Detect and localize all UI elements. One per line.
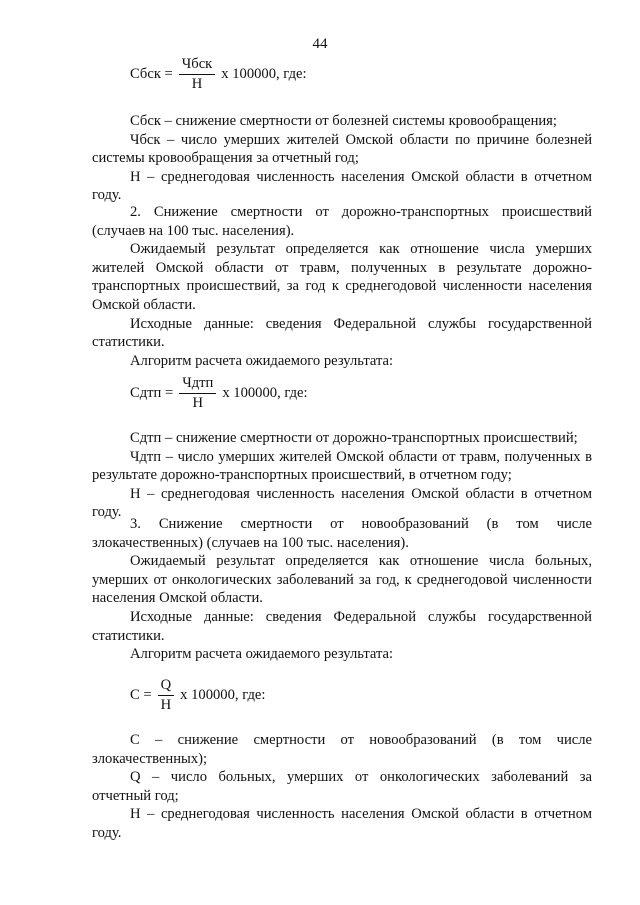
section2-definitions <box>92 429 592 522</box>
definition-paragraph: Q – число больных, умерших от онкологических заболеваний за отчетный год; <box>92 769 592 804</box>
formula-cardiovascular <box>130 56 307 93</box>
section-heading: 2. Снижение смертности от дорожно-транспортных происшествий (случаев на 100 тыс. населения). <box>92 204 592 239</box>
formula-lhs: С = <box>130 687 152 703</box>
definition-paragraph: Н – среднегодовая численность населения Омской области в отчетном году. <box>92 485 592 521</box>
section3-definitions <box>92 731 592 843</box>
formula-fraction <box>179 56 215 93</box>
body-paragraph: Исходные данные: сведения Федеральной службы государственной статистики. <box>92 315 592 351</box>
formula-numerator: Чбск <box>179 56 215 75</box>
definition-paragraph: Н – среднегодовая численность населения Омской области в отчетном году. <box>92 806 592 841</box>
formula-numerator: Q <box>158 677 175 696</box>
formula-fraction <box>158 677 175 714</box>
body-paragraph: Алгоритм расчета ожидаемого результата: <box>130 646 394 663</box>
definition-paragraph: Чдтп – число умерших жителей Омской области от травм, полученных в результате дорожно-транспортных происшествий, в отчетном году; <box>92 448 592 484</box>
definition-paragraph: С – снижение смертности от новообразований (в том числе злокачественных); <box>92 732 592 767</box>
body-paragraph: Алгоритм расчета ожидаемого результата: <box>130 352 394 369</box>
formula-rhs: х 100000, где: <box>222 385 308 401</box>
body-paragraph: Ожидаемый результат определяется как отношение числа умерших жителей Омской области от травм, полученных в результате дорожно-транспортных происшествий, за год к среднегодовой численности населения Омской области. <box>92 241 592 313</box>
definition-paragraph: Сбск – снижение смертности от болезней системы кровообращения; <box>130 113 557 129</box>
formula-rhs: х 100000, где: <box>180 687 266 703</box>
formula-rhs: х 100000, где: <box>221 66 307 82</box>
section3-text <box>92 515 592 664</box>
section2-text <box>92 203 592 370</box>
section-heading: 3. Снижение смертности от новообразований (в том числе злокачественных) (случаев на 100 тыс. населения). <box>92 516 592 551</box>
body-paragraph: Исходные данные: сведения Федеральной службы государственной статистики. <box>92 608 592 644</box>
formula-lhs: Сбск = <box>130 66 173 82</box>
formula-numerator: Чдтп <box>179 375 216 394</box>
formula-lhs: Сдтп = <box>130 385 174 401</box>
page-number: 44 <box>312 36 328 52</box>
definition-paragraph: Чбск – число умерших жителей Омской области по причине болезней системы кровообращения за отчетный год; <box>92 131 592 167</box>
formula-neoplasms <box>130 677 265 714</box>
body-paragraph: Ожидаемый результат определяется как отношение числа больных, умерших от онкологических заболеваний за год, к среднегодовой численности населения Омской области. <box>92 553 592 607</box>
formula-road-traffic <box>130 375 308 412</box>
definition-paragraph: Н – среднегодовая численность населения Омской области в отчетном году. <box>92 168 592 204</box>
definition-paragraph: Сдтп – снижение смертности от дорожно-транспортных происшествий; <box>130 430 578 446</box>
formula-denominator: Н <box>160 697 172 713</box>
formula-fraction <box>179 375 216 412</box>
formula-denominator: Н <box>192 395 204 411</box>
formula-denominator: Н <box>191 76 203 92</box>
section1-definitions <box>92 112 592 205</box>
